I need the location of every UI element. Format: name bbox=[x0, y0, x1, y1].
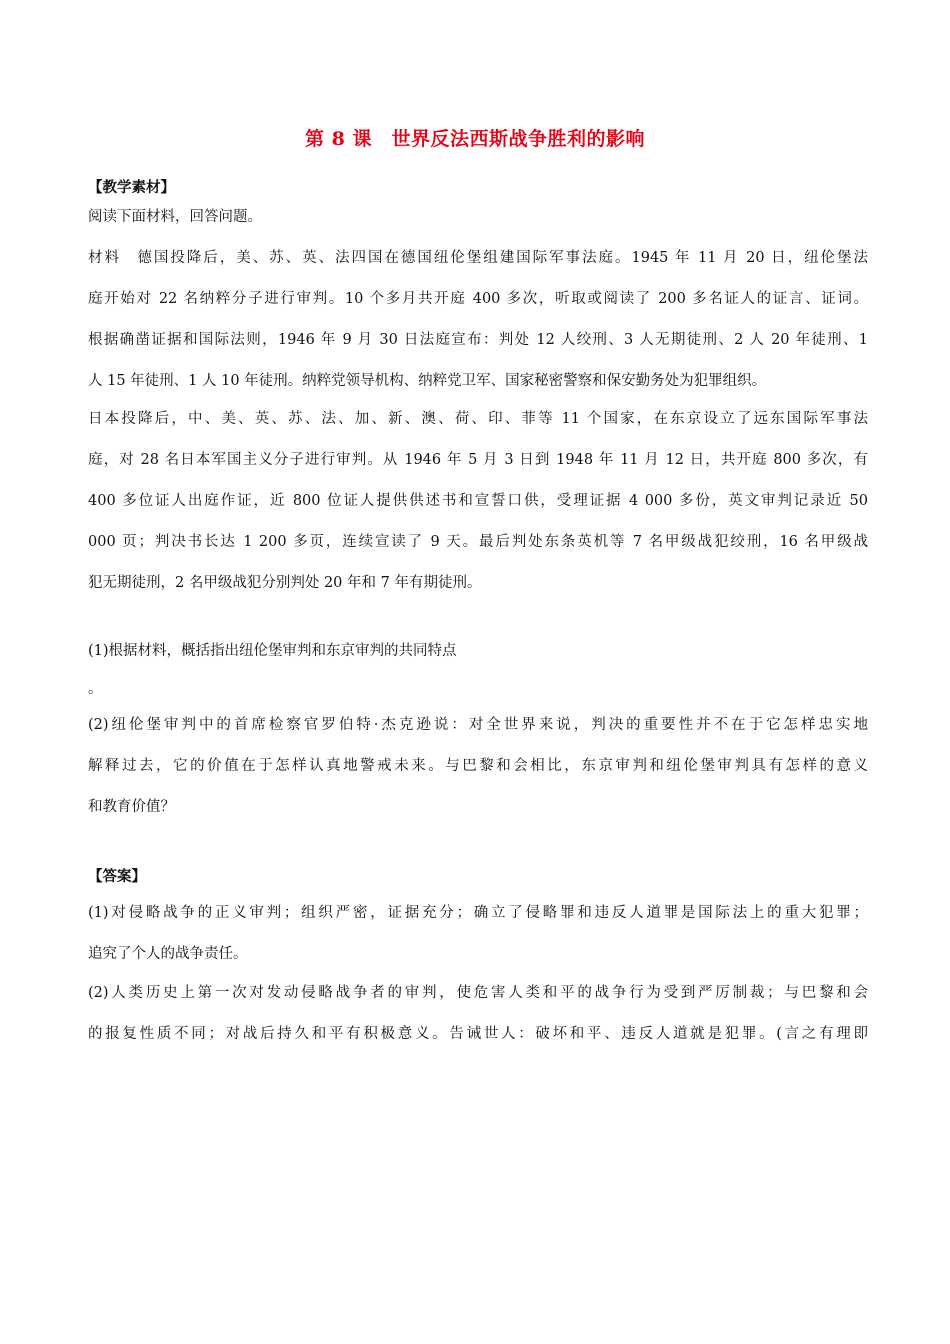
question-line: (2)纽伦堡审判中的首席检察官罗伯特·杰克逊说：对全世界来说，判决的重要性并不在于它怎样忠实地 bbox=[88, 717, 868, 733]
material-section-label: 【教学素材】 bbox=[88, 179, 175, 196]
material-line: 庭开始对 22 名纳粹分子进行审判。10 个多月共开庭 400 多次，听取或阅读了 200 多名证人的证言、证词。 bbox=[88, 291, 868, 307]
page-title: 第 8 课 世界反法西斯战争胜利的影响 bbox=[305, 128, 645, 150]
material-line: 人 15 年徒刑、1 人 10 年徒刑。纳粹党领导机构、纳粹党卫军、国家秘密警察和保安勤务处为犯罪组织。 bbox=[88, 373, 767, 389]
question-answer-blank: 。 bbox=[88, 681, 103, 697]
answer-line: (2)人类历史上第一次对发动侵略战争者的审判，使危害人类和平的战争行为受到严厉制裁；与巴黎和会 bbox=[88, 985, 868, 1001]
instruction-text: 阅读下面材料，回答问题。 bbox=[88, 209, 262, 225]
answer-line: (1)对侵略战争的正义审判；组织严密，证据充分；确立了侵略罪和违反人道罪是国际法上的重大犯罪； bbox=[88, 905, 868, 921]
material-line: 材料 德国投降后，美、苏、英、法四国在德国纽伦堡组建国际军事法庭。1945 年 11 月 20 日，纽伦堡法 bbox=[88, 250, 868, 266]
material-line: 犯无期徒刑，2 名甲级战犯分别判处 20 年和 7 年有期徒刑。 bbox=[88, 575, 482, 591]
answer-section-label: 【答案】 bbox=[88, 868, 146, 885]
material-line: 日本投降后，中、美、英、苏、法、加、新、澳、荷、印、菲等 11 个国家，在东京设立了远东国际军事法 bbox=[88, 411, 868, 427]
material-line: 000 页；判决书长达 1 200 多页，连续宣读了 9 天。最后判处东条英机等 7 名甲级战犯绞刑，16 名甲级战 bbox=[88, 534, 868, 550]
answer-line: 的报复性质不同；对战后持久和平有积极意义。告诫世人：破坏和平、违反人道就是犯罪。(言之有理即 bbox=[88, 1026, 868, 1042]
question-line: 解释过去，它的价值在于怎样认真地警戒未来。与巴黎和会相比，东京审判和纽伦堡审判具有怎样的意义 bbox=[88, 758, 868, 774]
material-line: 400 多位证人出庭作证，近 800 位证人提供供述书和宣誓口供，受理证据 4 000 多份，英文审判记录近 50 bbox=[88, 493, 868, 509]
answer-line: 追究了个人的战争责任。 bbox=[88, 946, 248, 962]
question-line: (1)根据材料，概括指出纽伦堡审判和东京审判的共同特点 bbox=[88, 643, 457, 659]
material-line: 根据确凿证据和国际法则，1946 年 9 月 30 日法庭宣布：判处 12 人绞刑、3 人无期徒刑、2 人 20 年徒刑、1 bbox=[88, 332, 868, 348]
question-line: 和教育价值？ bbox=[88, 799, 175, 815]
material-line: 庭，对 28 名日本军国主义分子进行审判。从 1946 年 5 月 3 日到 1948 年 11 月 12 日，共开庭 800 多次，有 bbox=[88, 452, 868, 468]
